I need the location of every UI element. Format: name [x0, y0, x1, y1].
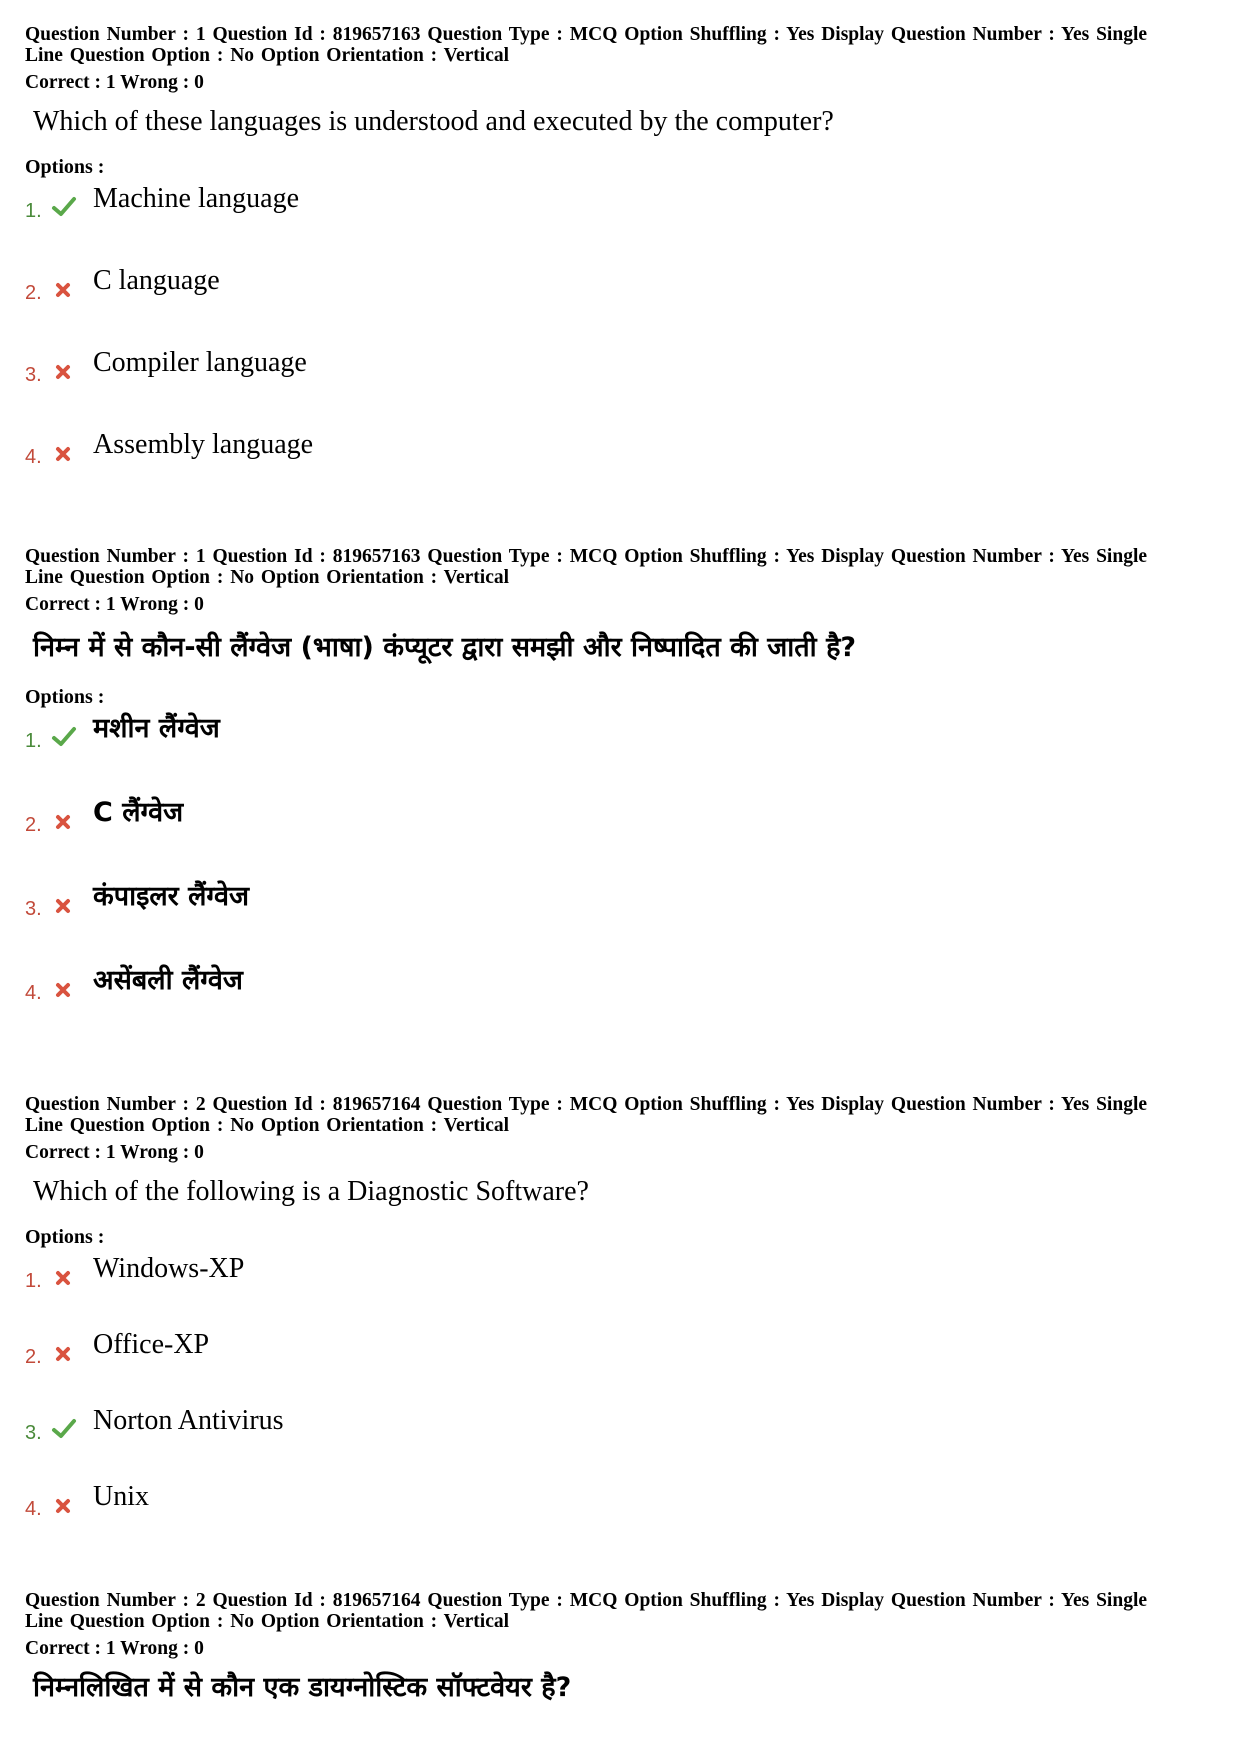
question-text: निम्नलिखित में से कौन एक डायग्नोस्टिक सॉफ्टवेयर है? [33, 1672, 572, 1703]
cross-icon [51, 358, 77, 384]
question-meta-line-1: Question Number : 2 Question Id : 819657164 Question Type : MCQ Option Shuffling : Yes Display Question Number : Yes Single [25, 1094, 1148, 1115]
option-4 [25, 428, 1215, 510]
question-marks: Correct : 1 Wrong : 0 [25, 1638, 204, 1659]
check-icon [51, 194, 77, 220]
option-number: 1. [25, 730, 42, 752]
option-3 [25, 346, 1215, 428]
question-block-1-hindi [25, 546, 1215, 1048]
option-text: C लैंग्वेज [93, 797, 184, 828]
option-text: Unix [93, 1481, 149, 1512]
cross-icon [51, 440, 77, 466]
option-text: Norton Antivirus [93, 1405, 284, 1436]
option-1 [25, 712, 1215, 796]
question-meta-line-2: Line Question Option : No Option Orientation : Vertical [25, 1115, 510, 1136]
question-marks: Correct : 1 Wrong : 0 [25, 72, 204, 93]
cross-icon [51, 976, 77, 1002]
option-text: मशीन लैंग्वेज [93, 713, 220, 744]
option-2 [25, 796, 1215, 880]
question-meta [25, 1094, 1215, 1136]
check-icon [51, 724, 77, 750]
option-2 [25, 1328, 1215, 1404]
question-meta [25, 24, 1215, 66]
question-meta-line-2: Line Question Option : No Option Orientation : Vertical [25, 1611, 510, 1632]
question-block-2 [25, 1094, 1215, 1556]
question-meta-line-1: Question Number : 1 Question Id : 819657163 Question Type : MCQ Option Shuffling : Yes Display Question Number : Yes Single [25, 24, 1148, 45]
option-number: 1. [25, 1270, 42, 1292]
option-text: Office-XP [93, 1329, 210, 1360]
option-text: असेंबली लैंग्वेज [93, 965, 243, 996]
options-label: Options : [25, 686, 105, 708]
cross-icon [51, 808, 77, 834]
option-text: Compiler language [93, 347, 307, 378]
question-meta [25, 546, 1215, 588]
option-text: C language [93, 265, 220, 296]
option-1 [25, 1252, 1215, 1328]
cross-icon [51, 1492, 77, 1518]
question-meta [25, 1590, 1215, 1632]
option-text: कंपाइलर लैंग्वेज [93, 881, 250, 912]
option-2 [25, 264, 1215, 346]
option-number: 2. [25, 1346, 42, 1368]
option-3 [25, 880, 1215, 964]
question-meta-line-1: Question Number : 2 Question Id : 819657164 Question Type : MCQ Option Shuffling : Yes Display Question Number : Yes Single [25, 1590, 1148, 1611]
check-icon [51, 1416, 77, 1442]
option-text: Windows-XP [93, 1253, 245, 1284]
cross-icon [51, 892, 77, 918]
option-number: 3. [25, 1422, 42, 1444]
option-number: 1. [25, 200, 42, 222]
option-number: 4. [25, 446, 42, 468]
option-number: 4. [25, 982, 42, 1004]
question-meta-line-2: Line Question Option : No Option Orientation : Vertical [25, 45, 510, 66]
options-label: Options : [25, 156, 105, 178]
option-number: 3. [25, 898, 42, 920]
option-4 [25, 1480, 1215, 1556]
option-4 [25, 964, 1215, 1048]
option-3 [25, 1404, 1215, 1480]
question-marks: Correct : 1 Wrong : 0 [25, 1142, 204, 1163]
question-text: Which of the following is a Diagnostic Software? [33, 1176, 589, 1207]
cross-icon [51, 1340, 77, 1366]
cross-icon [51, 1264, 77, 1290]
option-number: 3. [25, 364, 42, 386]
question-marks: Correct : 1 Wrong : 0 [25, 594, 204, 615]
question-text: निम्न में से कौन-सी लैंग्वेज (भाषा) कंप्यूटर द्वारा समझी और निष्पादित की जाती है? [33, 632, 857, 663]
cross-icon [51, 276, 77, 302]
option-number: 4. [25, 1498, 42, 1520]
option-1 [25, 182, 1215, 264]
option-number: 2. [25, 814, 42, 836]
question-block-1 [25, 24, 1215, 510]
question-meta-line-2: Line Question Option : No Option Orientation : Vertical [25, 567, 510, 588]
option-text: Machine language [93, 183, 300, 214]
options-label: Options : [25, 1226, 105, 1248]
option-text: Assembly language [93, 429, 314, 460]
question-meta-line-1: Question Number : 1 Question Id : 819657163 Question Type : MCQ Option Shuffling : Yes Display Question Number : Yes Single [25, 546, 1148, 567]
question-block-2-hindi [25, 1590, 1215, 1716]
question-text: Which of these languages is understood and executed by the computer? [33, 106, 834, 137]
option-number: 2. [25, 282, 42, 304]
